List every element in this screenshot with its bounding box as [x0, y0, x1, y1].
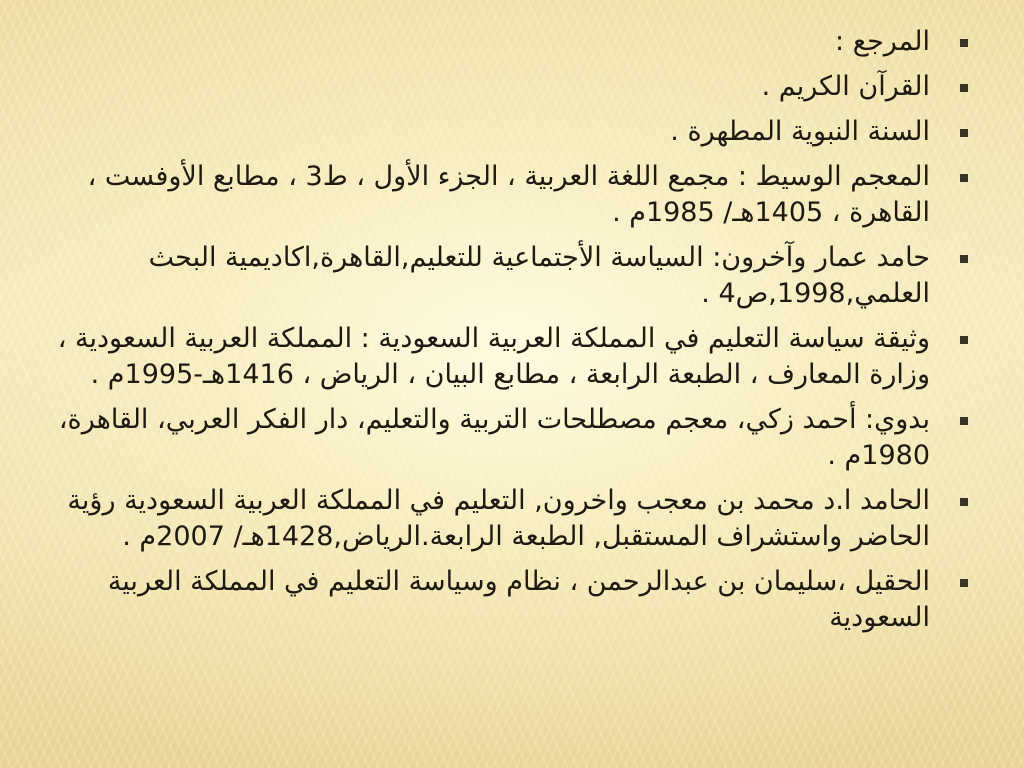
- square-bullet-icon: [960, 417, 968, 425]
- reference-text: المعجم الوسيط : مجمع اللغة العربية ، الجزء الأول ، ط3 ، مطابع الأوفست ، القاهرة ، 1405هـ/ 1985م .: [87, 161, 930, 228]
- list-item: [48, 24, 992, 60]
- reference-text: الحامد ا.د محمد بن معجب واخرون, التعليم في المملكة العربية السعودية رؤية الحاضر واستشراف المستقبل, الطبعة الرابعة.الرياض,1428هـ/ 2007م .: [67, 485, 930, 552]
- reference-text: القرآن الكريم .: [761, 71, 930, 102]
- list-item: [48, 483, 992, 555]
- reference-text: حامد عمار وآخرون: السياسة الأجتماعية للتعليم,القاهرة,اكاديمية البحث العلمي,1998,ص4 .: [148, 242, 930, 309]
- list-item: [48, 69, 992, 105]
- square-bullet-icon: [960, 579, 968, 587]
- list-item: [48, 159, 992, 231]
- references-list: [48, 24, 992, 645]
- square-bullet-icon: [960, 174, 968, 182]
- reference-text: الحقيل ،سليمان بن عبدالرحمن ، نظام وسياسة التعليم في المملكة العربية السعودية: [107, 566, 930, 633]
- square-bullet-icon: [960, 84, 968, 92]
- square-bullet-icon: [960, 129, 968, 137]
- square-bullet-icon: [960, 39, 968, 47]
- reference-text: وثيقة سياسة التعليم في المملكة العربية السعودية : المملكة العربية السعودية ، وزارة المعارف ، الطبعة الرابعة ، مطابع البيان ، الرياض ، 1416هـ-1995م .: [57, 323, 930, 390]
- list-item: [48, 564, 992, 636]
- reference-text: السنة النبوية المطهرة .: [670, 116, 930, 147]
- list-item: [48, 114, 992, 150]
- reference-text: بدوي: أحمد زكي، معجم مصطلحات التربية والتعليم، دار الفكر العربي، القاهرة، 1980م .: [58, 404, 930, 471]
- reference-text: المرجع :: [835, 26, 930, 57]
- list-item: [48, 240, 992, 312]
- list-item: [48, 402, 992, 474]
- square-bullet-icon: [960, 255, 968, 263]
- square-bullet-icon: [960, 498, 968, 506]
- list-item: [48, 321, 992, 393]
- square-bullet-icon: [960, 336, 968, 344]
